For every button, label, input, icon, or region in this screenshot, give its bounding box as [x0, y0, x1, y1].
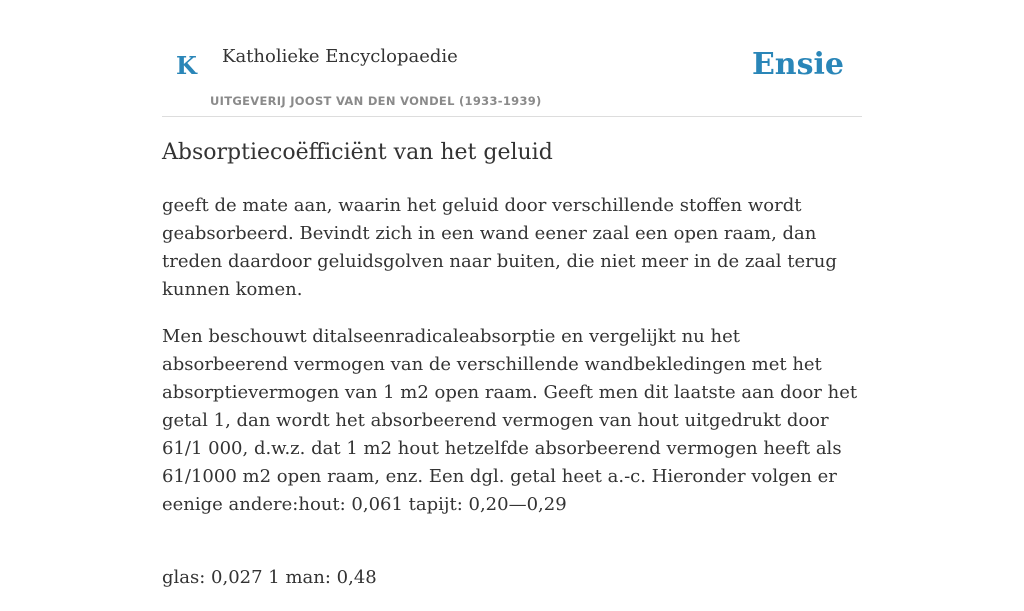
article-body: [162, 192, 862, 611]
encyclopedia-logo-icon[interactable]: K: [176, 51, 197, 80]
article-paragraph: Men beschouwt ditalseenradicaleabsorptie en vergelijkt nu het absorbeerend vermogen van de verschillende wandbekledingen met het absorptievermogen van 1 m2 open raam. Geeft men dit laatste aan door het getal 1, dan wordt het absorbeerend vermogen van hout uitgedrukt door 61/1 000, d.w.z. dat 1 m2 hout hetzelfde absorbeerend vermogen heeft als 61/1000 m2 open raam, enz. Een dgl. getal heet a.-c. Hieronder volgen er eenige andere:hout: 0,061 tapijt: 0,20—0,29: [162, 326, 858, 515]
ensie-brand-link[interactable]: Ensie: [751, 47, 844, 82]
article-title: Absorptiecoëfficiënt van het geluid: [162, 140, 553, 165]
article-paragraph: geeft de mate aan, waarin het geluid door verschillende stoffen wordt geabsorbeerd. Bevindt zich in een wand eener zaal een open raam, dan treden daardoor geluidsgolven naar buiten, die niet meer in de zaal terug kunnen komen.: [162, 195, 837, 300]
book-title[interactable]: Katholieke Encyclopaedie: [222, 46, 458, 67]
article-paragraph: glas: 0,027 1 man: 0,48: [162, 567, 377, 588]
site-header: [162, 0, 862, 117]
publisher-label: UITGEVERIJ JOOST VAN DEN VONDEL (1933-1939): [210, 94, 542, 108]
paragraph-spacer: [162, 538, 862, 564]
